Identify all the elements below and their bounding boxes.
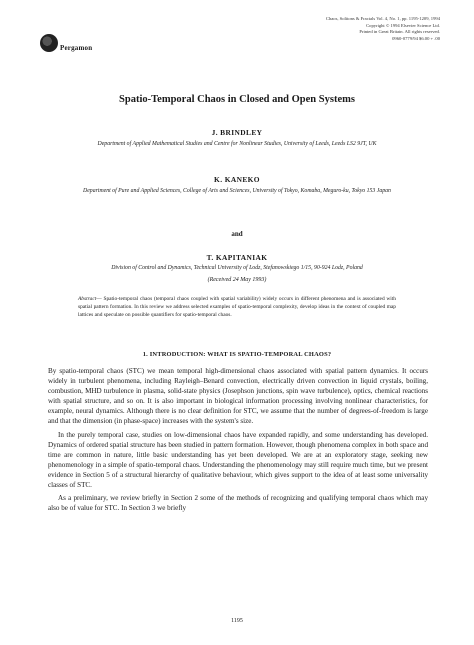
author-affiliation: Department of Pure and Applied Sciences, College of Arts and Sciences, University of Tokyo, Komaba, Meguro-ku, Tokyo 153 Japan [83,188,391,194]
abstract-label: Abstract [78,296,97,302]
citation-line: Printed in Great Britain. All rights reserved. [359,29,440,35]
author-name: T. KAPITANIAK [206,253,268,262]
journal-citation [280,16,440,42]
body-paragraph: In the purely temporal case, studies on low-dimensional chaos have expanded rapidly, and some understanding has developed. Dynamics of ordered spatial structure has been studied in pattern formation. However, though phenomena complex in both space and time are common in nature, little basic understanding has yet been developed. We are at an exploratory stage, seeking new phenomenology in a simple of spatio-temporal chaos. Understanding the phenomenology may still require much time, but we present evidence in Section 5 of a structural hierarchy of qualitative behaviour, which gives support to the idea of at least some universality classes of STC. [48,430,428,490]
abstract [78,295,396,319]
body-paragraph: By spatio-temporal chaos (STC) we mean temporal high-dimensional chaos associated with spatial pattern dynamics. It occurs widely in turbulent phenomena, including Rayleigh–Benard convection, electrically driven convection in liquid crystals, boiling, combustion, MHD turbulence in plasma, solid-state physics (Josephson junctions, spin wave turbulence), optics, chemical reactions with spatial structure, and so on. It is also important in biological information processing involving nonlinear characteristics, for example, neural dynamics. Although there is no clear definition for STC, we assume that the number of degrees-of-freedom is large and that the dimension (in phase-space) increases with the system's size. [48,367,428,426]
body-text [48,366,428,516]
author-name: K. KANEKO [214,175,260,184]
received-date: (Received 24 May 1993) [207,277,267,283]
author-name: J. BRINDLEY [211,128,263,137]
citation-line: Copyright © 1994 Elsevier Science Ltd. [366,22,440,28]
section-heading: 1. INTRODUCTION: WHAT IS SPATIO-TEMPORAL CHAOS? [142,351,332,358]
paper-title: Spatio-Temporal Chaos in Closed and Open Systems [119,94,355,105]
citation-line: Chaos, Solitons & Fractals Vol. 4, No. 1, pp. 1195-1209, 1994 [325,16,440,21]
publisher-logo [40,34,58,52]
page-number: 1195 [231,618,243,624]
publisher-name: Pergamon [60,44,93,52]
author-affiliation: Department of Applied Mathematical Studies and Centre for Nonlinear Studies, University of Leeds, Leeds LS2 9JT, UK [97,141,377,147]
citation-line: 0960-0779/94 $6.00 + .00 [392,35,440,41]
abstract-text: — Spatio-temporal chaos (temporal chaos coupled with spatial variability) widely occurs in different phenomena and is associated with spatial pattern formation. In this review we address selected examples of spatio-temporal complexity, develop ideas in the context of coupled map lattices and speculate on possible quantifiers for spatio-temporal chaos. [78,296,396,318]
and-separator: and [231,230,243,238]
tree-emblem-icon [40,34,58,52]
body-paragraph: As a preliminary, we review briefly in Section 2 some of the methods of recognizing and qualifying temporal chaos which may also be of value for STC. In Section 3 we briefly [48,494,428,513]
author-affiliation: Division of Control and Dynamics, Technical University of Lodz, Stefanowskiego 1/15, 90-924 Lodz, Poland [111,265,363,271]
